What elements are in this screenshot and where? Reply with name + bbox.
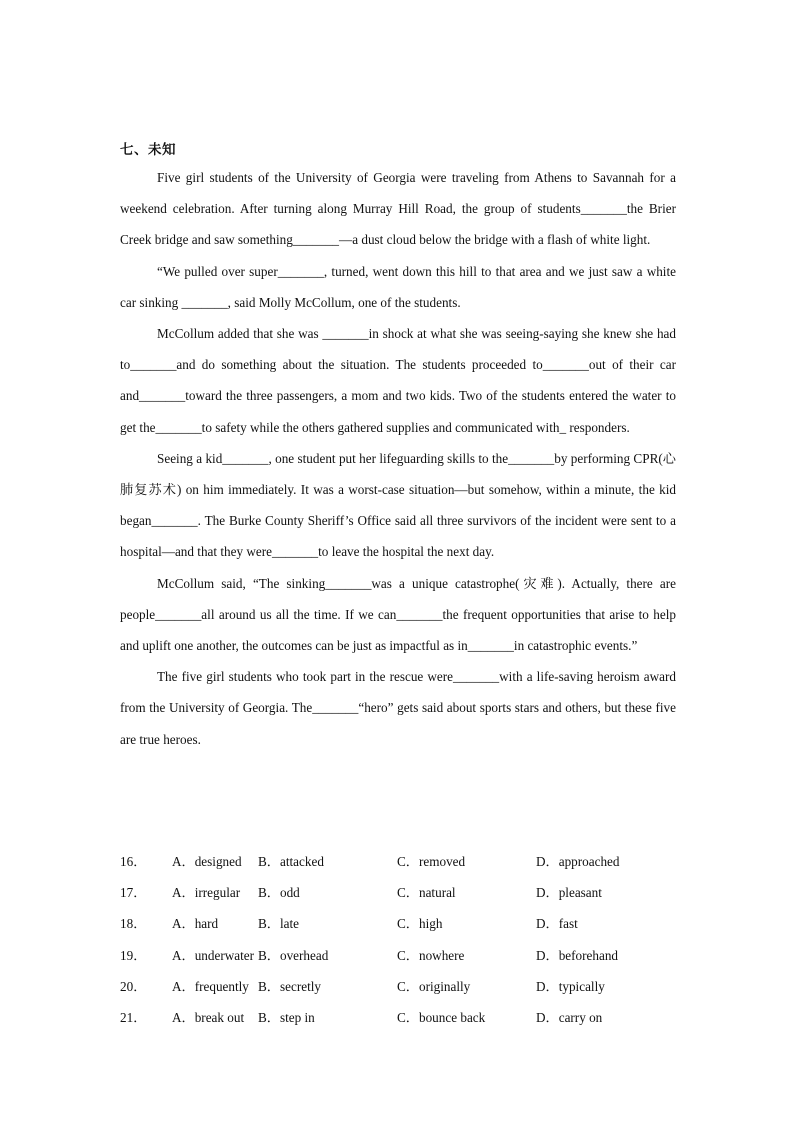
paragraph-3: McCollum added that she was _______in shock at what she was seeing-saying she knew she had to_______and do something about the situation. The students proceeded to_______out of their car and_______toward the three passengers, a mom and two kids. Two of the students entered the water to get the_______to safety while the others gathered supplies and communicated with_ responders. [120,326,676,435]
option-c: C．nowhere [397,947,465,963]
option-a: A．hard [172,916,219,932]
question-number: 20． [120,978,147,994]
section-title: 七、未知 [120,142,176,157]
option-a: A．break out [172,1009,245,1025]
option-c: C．bounce back [397,1009,486,1025]
question-row-21 [120,1002,700,1033]
question-number: 18． [120,916,147,932]
question-row-20 [120,971,700,1002]
option-a: A．irregular [172,885,241,901]
option-b: B．overhead [258,947,329,963]
paragraph-2: “We pulled over super_______, turned, went down this hill to that area and we just saw a white car sinking _______, said Molly McCollum, one of the students. [120,263,676,310]
option-c: C．removed [397,854,466,869]
paragraph-6: The five girl students who took part in the rescue were_______with a life-saving heroism award from the University of Georgia. The_______“hero” gets said about sports stars and others, but these five are true heroes. [120,669,676,747]
option-b: B．attacked [258,854,324,869]
option-c: C．natural [397,885,456,901]
question-number: 19． [120,947,147,963]
option-a: A．designed [172,854,242,869]
question-row-19 [120,940,700,971]
option-b: B．secretly [258,978,321,994]
cloze-passage [120,162,676,755]
option-d: D．approached [536,854,620,869]
option-d: D．carry on [536,1009,603,1025]
question-row-18 [120,908,700,939]
option-c: C．high [397,916,443,932]
option-d: D．pleasant [536,885,602,901]
option-d: D．beforehand [536,947,619,963]
question-row-17 [120,877,700,908]
question-number: 17． [120,885,147,901]
option-a: A．underwater [172,947,255,963]
option-b: B．step in [258,1009,315,1025]
option-c: C．originally [397,978,471,994]
paragraph-4: Seeing a kid_______, one student put her lifeguarding skills to the_______by performing CPR(心肺复苏术) on him immediately. It was a worst-case situation—but somehow, within a minute, the kid began_______. The Burke County Sheriff’s Office said all three survivors of the incident were sent to a hospital—and that they were_______to leave the hospital the next day. [120,450,676,560]
question-number: 16． [120,854,147,869]
paragraph-5: McCollum said, “The sinking_______was a unique catastrophe(灾难). Actually, there are people_______all around us all the time. If we can_______the frequent opportunities that arise to help and uplift one another, the outcomes can be just as impactful as in_______in catastrophic events.” [120,575,676,654]
question-row-16 [120,846,700,877]
option-a: A．frequently [172,978,249,994]
answer-options [120,846,700,1033]
option-d: D．typically [536,978,605,994]
option-d: D．fast [536,916,578,932]
option-b: B．late [258,916,300,932]
question-number: 21． [120,1009,147,1025]
option-b: B．odd [258,885,300,901]
paragraph-1: Five girl students of the University of Georgia were traveling from Athens to Savannah for a weekend celebration. After turning along Murray Hill Road, the group of students_______the Brier Creek bridge and saw something_______—a dust cloud below the bridge with a flash of white light. [120,170,676,248]
